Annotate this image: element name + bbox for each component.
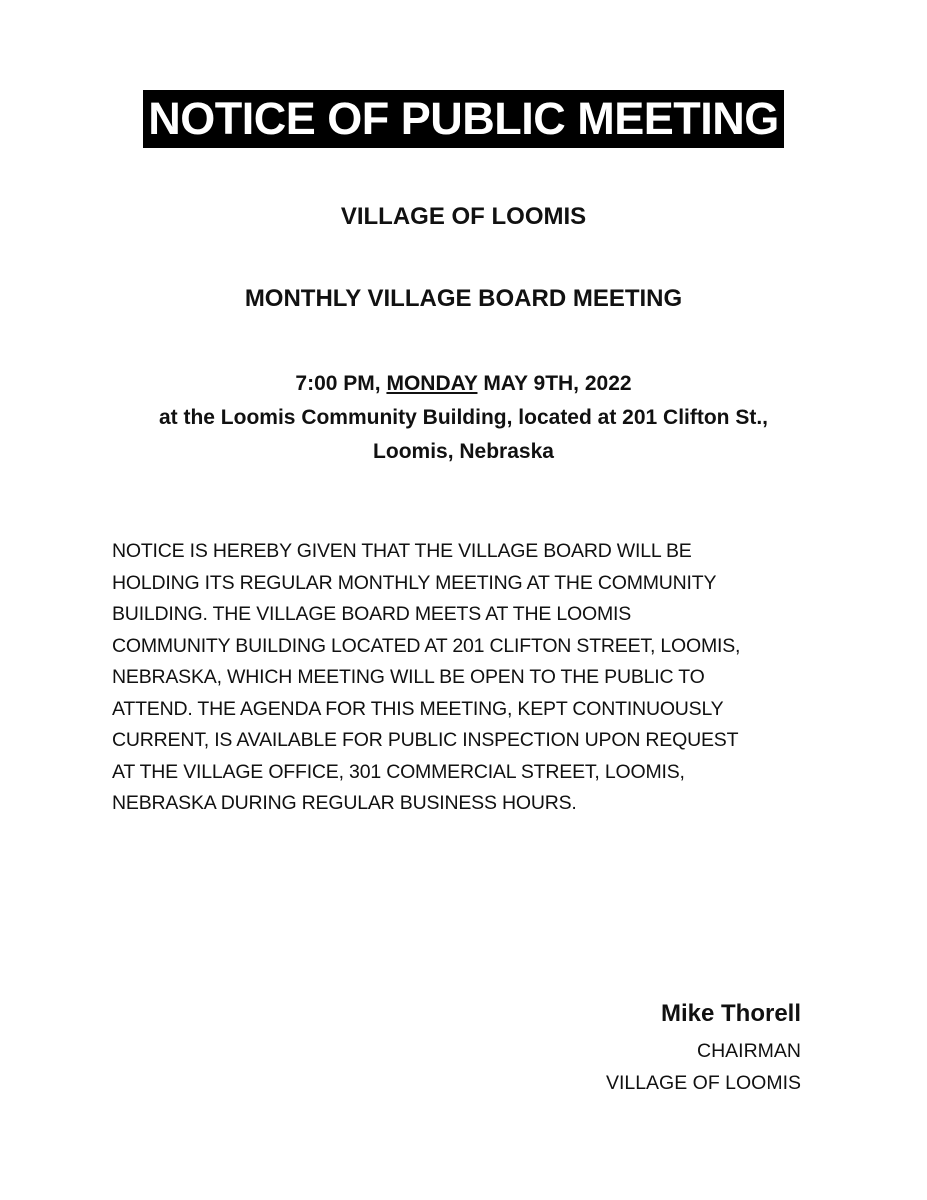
meeting-time: 7:00 PM, xyxy=(295,372,387,395)
meeting-day: MONDAY xyxy=(386,372,478,395)
notice-body-line: COMMUNITY BUILDING LOCATED AT 201 CLIFTON STREET, LOOMIS, xyxy=(112,634,741,657)
meeting-location-line1: at the Loomis Community Building, located at 201 Clifton St., xyxy=(158,406,769,429)
notice-body-line: CURRENT, IS AVAILABLE FOR PUBLIC INSPECTION UPON REQUEST xyxy=(112,729,739,751)
notice-body-line: HOLDING ITS REGULAR MONTHLY MEETING AT THE COMMUNITY xyxy=(112,571,717,594)
meeting-name-heading: MONTHLY VILLAGE BOARD MEETING xyxy=(244,285,683,312)
signature-organization: VILLAGE OF LOOMIS xyxy=(605,1072,801,1094)
meeting-datetime xyxy=(0,372,927,396)
signature-name: Mike Thorell xyxy=(660,1000,801,1027)
meeting-date: MAY 9TH, 2022 xyxy=(477,372,632,395)
page-title: NOTICE OF PUBLIC MEETING xyxy=(143,90,784,148)
notice-body-line: BUILDING. THE VILLAGE BOARD MEETS AT THE LOOMIS xyxy=(112,603,632,625)
notice-body-line: NEBRASKA DURING REGULAR BUSINESS HOURS. xyxy=(112,792,577,814)
notice-body-line: AT THE VILLAGE OFFICE, 301 COMMERCIAL STREET, LOOMIS, xyxy=(112,760,685,783)
notice-body xyxy=(112,536,832,820)
meeting-location-line2: Loomis, Nebraska xyxy=(373,440,554,463)
notice-body-line: NEBRASKA, WHICH MEETING WILL BE OPEN TO THE PUBLIC TO xyxy=(112,666,705,688)
signature-title: CHAIRMAN xyxy=(696,1040,801,1062)
organization-heading: VILLAGE OF LOOMIS xyxy=(340,203,587,230)
notice-header xyxy=(0,90,927,148)
notice-body-line: ATTEND. THE AGENDA FOR THIS MEETING, KEPT CONTINUOUSLY xyxy=(112,697,724,720)
notice-body-line: NOTICE IS HEREBY GIVEN THAT THE VILLAGE BOARD WILL BE xyxy=(112,540,692,562)
